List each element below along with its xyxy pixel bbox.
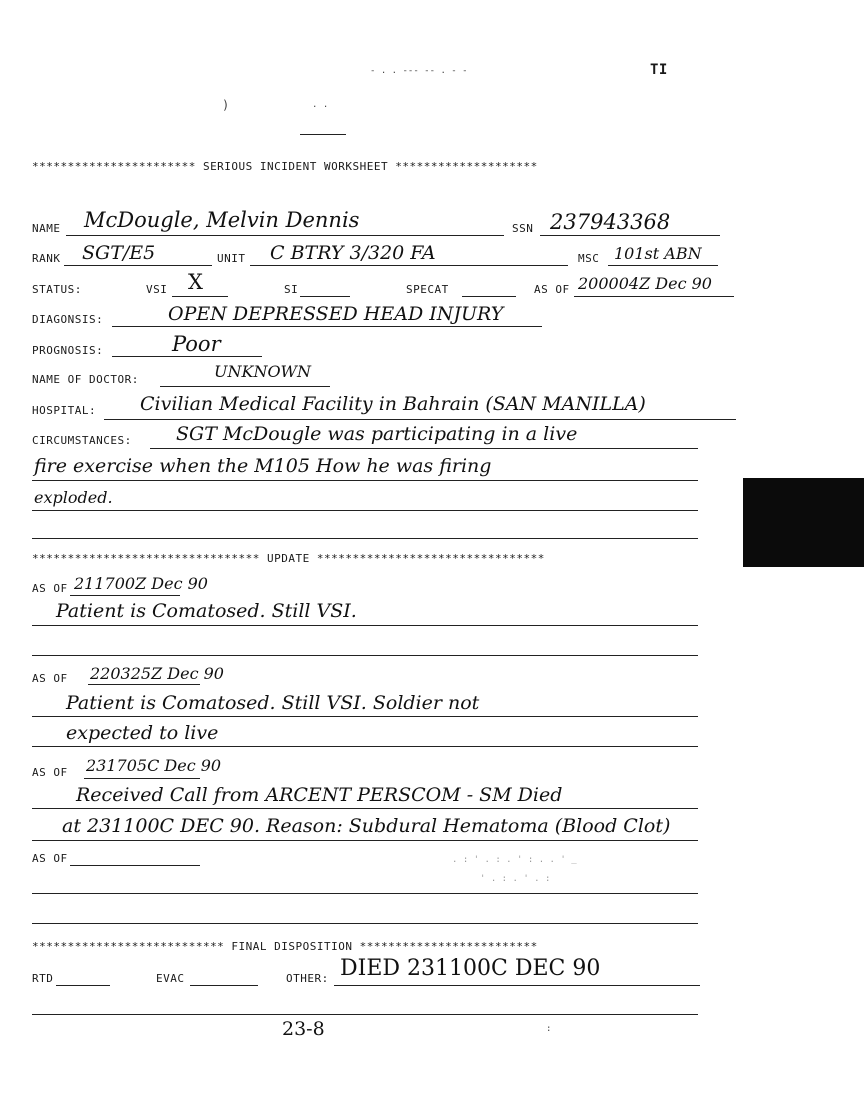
scan-speckle: . : ' . : . ' : . . ' _ bbox=[452, 855, 577, 865]
redaction-block bbox=[743, 478, 864, 567]
update-1-line-1: Patient is Comatosed. Still VSI. bbox=[56, 600, 357, 622]
unit-value: C BTRY 3/320 FA bbox=[270, 242, 436, 264]
ssn-underline bbox=[540, 235, 720, 236]
update-3-date: 231705C Dec 90 bbox=[86, 756, 222, 775]
circumstances-underline-3 bbox=[32, 510, 698, 511]
update-4-underline-1 bbox=[32, 893, 698, 894]
update-4-as-of-label: AS OF bbox=[32, 852, 68, 865]
circumstances-underline-1 bbox=[150, 448, 698, 449]
update-3-underline-2 bbox=[32, 840, 698, 841]
update-3-as-of-label: AS OF bbox=[32, 766, 68, 779]
scan-speckle: ) bbox=[222, 98, 230, 112]
top-corner-mark: TI bbox=[650, 62, 668, 78]
hospital-value: Civilian Medical Facility in Bahrain (SAN MANILLA) bbox=[140, 393, 646, 415]
ssn-label: SSN bbox=[512, 222, 534, 235]
diagnosis-label: DIAGONSIS: bbox=[32, 313, 104, 326]
update-2-date-underline bbox=[88, 684, 200, 685]
prognosis-label: PROGNOSIS: bbox=[32, 344, 104, 357]
other-value: DIED 231100C DEC 90 bbox=[340, 956, 601, 981]
update-title: ******************************** UPDATE ******************************** bbox=[32, 552, 545, 565]
update-3-line-2: at 231100C DEC 90. Reason: Subdural Hematoma (Blood Clot) bbox=[62, 815, 671, 837]
vsi-check-mark: X bbox=[188, 270, 203, 294]
msc-value: 101st ABN bbox=[614, 244, 702, 263]
other-label: OTHER: bbox=[286, 972, 329, 985]
unit-label: UNIT bbox=[217, 252, 246, 265]
scan-speckle: . . bbox=[312, 100, 329, 110]
evac-underline bbox=[190, 985, 258, 986]
update-3-line-1: Received Call from ARCENT PERSCOM - SM Died bbox=[76, 784, 563, 806]
update-4-date-underline bbox=[70, 865, 200, 866]
name-label: NAME bbox=[32, 222, 61, 235]
as-of-label: AS OF bbox=[534, 283, 570, 296]
prognosis-value: Poor bbox=[172, 332, 221, 356]
update-2-date: 220325Z Dec 90 bbox=[90, 664, 224, 683]
circumstances-label: CIRCUMSTANCES: bbox=[32, 434, 132, 447]
doctor-underline bbox=[160, 386, 330, 387]
rtd-label: RTD bbox=[32, 972, 54, 985]
circumstances-line-1: SGT McDougle was participating in a live bbox=[176, 423, 578, 445]
worksheet-title: *********************** SERIOUS INCIDENT WORKSHEET ******************** bbox=[32, 160, 538, 173]
specat-label: SPECAT bbox=[406, 283, 449, 296]
update-1-date-underline bbox=[70, 595, 180, 596]
status-label: STATUS: bbox=[32, 283, 82, 296]
final-disposition-title: *************************** FINAL DISPOSITION ************************* bbox=[32, 940, 538, 953]
as-of-value: 200004Z Dec 90 bbox=[578, 274, 712, 293]
as-of-underline bbox=[574, 296, 734, 297]
rank-value: SGT/E5 bbox=[82, 242, 156, 264]
update-3-date-underline bbox=[84, 778, 200, 779]
prognosis-underline bbox=[112, 356, 262, 357]
rank-underline bbox=[64, 265, 212, 266]
update-2-as-of-label: AS OF bbox=[32, 672, 68, 685]
divider bbox=[300, 134, 346, 135]
si-underline bbox=[300, 296, 350, 297]
diagnosis-value: OPEN DEPRESSED HEAD INJURY bbox=[168, 303, 504, 325]
circumstances-line-3: exploded. bbox=[34, 488, 113, 507]
name-value: McDougle, Melvin Dennis bbox=[84, 208, 360, 232]
si-label: SI bbox=[284, 283, 299, 296]
ssn-value: 237943368 bbox=[550, 210, 671, 234]
other-underline bbox=[334, 985, 700, 986]
scan-speckle: ‐ . . ‐‐‐ ‐‐ . ‐ ‐ bbox=[370, 66, 468, 76]
final-underline bbox=[32, 1014, 698, 1015]
name-underline bbox=[66, 235, 504, 236]
scan-speckle: : bbox=[546, 1024, 552, 1034]
vsi-underline bbox=[172, 296, 228, 297]
unit-underline bbox=[250, 265, 568, 266]
update-2-underline-1 bbox=[32, 716, 698, 717]
msc-label: MSC bbox=[578, 252, 600, 265]
vsi-label: VSI bbox=[146, 283, 168, 296]
rank-label: RANK bbox=[32, 252, 61, 265]
update-2-line-2: expected to live bbox=[66, 722, 219, 744]
update-3-underline-1 bbox=[32, 808, 698, 809]
update-4-underline-2 bbox=[32, 923, 698, 924]
update-1-as-of-label: AS OF bbox=[32, 582, 68, 595]
page-number: 23-8 bbox=[282, 1018, 325, 1040]
msc-underline bbox=[608, 265, 718, 266]
circumstances-line-2: fire exercise when the M105 How he was firing bbox=[34, 455, 492, 477]
evac-label: EVAC bbox=[156, 972, 185, 985]
scan-speckle: ' . : . ' . : bbox=[480, 874, 551, 884]
update-1-date: 211700Z Dec 90 bbox=[74, 574, 208, 593]
hospital-label: HOSPITAL: bbox=[32, 404, 97, 417]
diagnosis-underline bbox=[112, 326, 542, 327]
hospital-underline bbox=[104, 419, 736, 420]
circumstances-underline-2 bbox=[32, 480, 698, 481]
doctor-label: NAME OF DOCTOR: bbox=[32, 373, 139, 386]
update-2-underline-2 bbox=[32, 746, 698, 747]
update-1-underline-2 bbox=[32, 655, 698, 656]
update-2-line-1: Patient is Comatosed. Still VSI. Soldier not bbox=[66, 692, 480, 714]
circumstances-underline-4 bbox=[32, 538, 698, 539]
update-1-underline-1 bbox=[32, 625, 698, 626]
rtd-underline bbox=[56, 985, 110, 986]
specat-underline bbox=[462, 296, 516, 297]
doctor-value: UNKNOWN bbox=[214, 362, 311, 381]
